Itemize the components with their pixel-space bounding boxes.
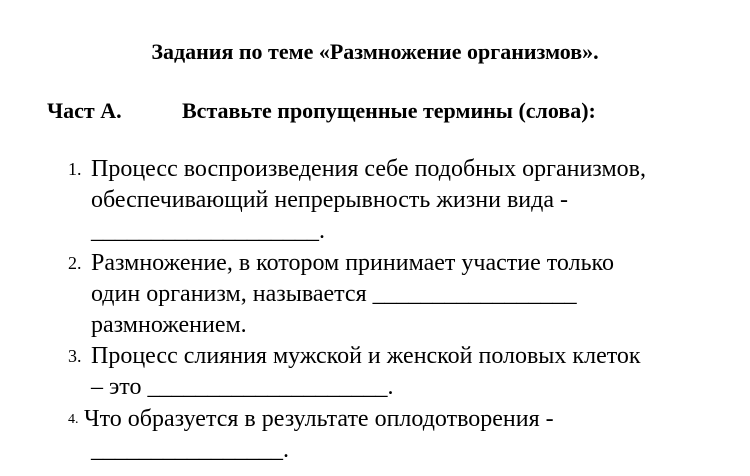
task-line: Процесс воспроизведения себе подобных организмов, [91,156,646,182]
part-instruction: Вставьте пропущенные термины (слова): [182,98,596,123]
task-number: 1. [68,159,82,179]
task-line: Размножение, в котором принимает участие только [91,250,614,276]
task-item-3 [0,341,750,404]
task-text [91,154,646,247]
part-heading [47,97,596,125]
task-text [84,404,554,466]
task-text [91,341,641,403]
task-number: 3. [68,346,82,366]
task-list [0,154,750,466]
task-blank-line: ________________. [91,437,289,463]
task-number: 2. [68,253,82,273]
task-item-2 [0,248,750,341]
task-number: 4. [68,412,79,427]
task-line: обеспечивающий непрерывность жизни вида - [91,187,568,213]
task-blank-line: ___________________. [91,218,325,244]
task-line: Что образуется в результате оплодотворения - [84,406,554,432]
task-line: – это ____________________. [91,374,394,400]
task-line: размножением. [91,312,247,338]
part-label: Част А. [47,98,122,123]
task-text [91,248,614,341]
task-item-4 [0,404,750,466]
task-item-1 [0,154,750,248]
task-line: один организм, называется _________________ [91,281,577,307]
page-title: Задания по теме «Размножение организмов». [151,39,599,64]
task-line: Процесс слияния мужской и женской половых клеток [91,343,641,369]
